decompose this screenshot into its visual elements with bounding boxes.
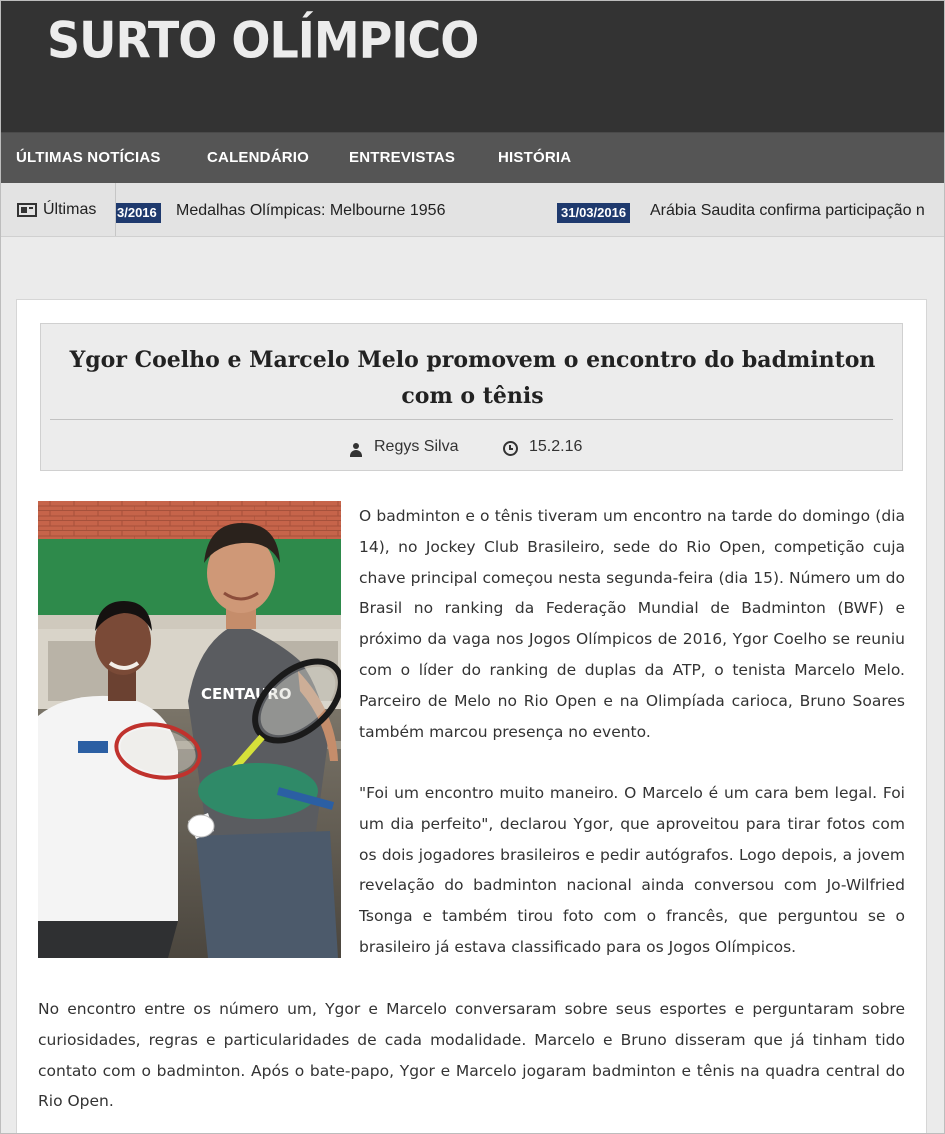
divider bbox=[50, 419, 893, 420]
article-paragraph: O badminton e o tênis tiveram um encontro na tarde do domingo (dia 14), no Jockey Club Brasileiro, sede do Rio Open, competição cuja chave principal começou nesta segunda-feira (dia 15). Número um do Brasil no ranking da Federação Mundial de Badminton (BWF) e próximo da vaga nos Jogos Olímpicos de 2016, Ygor Coelho se reuniu com o líder do ranking de duplas da ATP, o tenista Marcelo Melo. Parceiro de Melo no Rio Open e na Olimpíada carioca, Bruno Soares também marcou presença no evento. bbox=[359, 507, 905, 741]
newspaper-icon bbox=[17, 203, 37, 217]
nav-item-entrevistas[interactable]: ENTREVISTAS bbox=[349, 149, 456, 166]
article-paragraph: "Foi um encontro muito maneiro. O Marcelo é um cara bem legal. Foi um dia perfeito", declarou Ygor, que aproveitou para tirar fotos com os dois jogadores brasileiros e pedir autógrafos. Logo depois, a jovem revelação do badminton nacional ainda conversou com Jo-Wilfried Tsonga e também tirou foto com o francês, que perguntou se o brasileiro já estava classificado para os Jogos Olímpicos. bbox=[359, 784, 905, 956]
article-header bbox=[40, 323, 903, 471]
clock-icon bbox=[503, 441, 518, 456]
nav-item-historia[interactable]: HISTÓRIA bbox=[498, 149, 572, 166]
site-header bbox=[1, 1, 945, 132]
ticker-date: 3/2016 bbox=[113, 203, 161, 223]
ticker-label bbox=[1, 183, 116, 237]
nav-item-calendario[interactable]: CALENDÁRIO bbox=[207, 149, 309, 166]
article-title: Ygor Coelho e Marcelo Melo promovem o encontro do badminton com o tênis bbox=[69, 347, 876, 409]
ticker-headline[interactable]: Medalhas Olímpicas: Melbourne 1956 bbox=[176, 202, 446, 219]
photo-sign: CENTAURO bbox=[201, 685, 292, 703]
article-author[interactable]: Regys Silva bbox=[374, 438, 459, 455]
ticker-date: 31/03/2016 bbox=[557, 203, 630, 223]
article-date: 15.2.16 bbox=[529, 438, 583, 455]
article-photo bbox=[38, 501, 341, 958]
article-paragraph: No encontro entre os número um, Ygor e Marcelo conversaram sobre seus esportes e perguntaram sobre curiosidades, regras e particularidades de cada modalidade. Marcelo e Bruno disseram que já tinham tido contato com o badminton. Após o bate-papo, Ygor e Marcelo jogaram badminton e tênis na quadra central do Rio Open. bbox=[38, 1000, 905, 1111]
article-photo-image bbox=[38, 501, 341, 958]
ticker-label-text: Últimas bbox=[43, 201, 97, 218]
user-icon bbox=[349, 443, 363, 457]
news-ticker bbox=[1, 183, 945, 237]
main-nav bbox=[1, 132, 945, 183]
nav-item-ultimas-noticias[interactable]: ÚLTIMAS NOTÍCIAS bbox=[16, 149, 161, 166]
site-logo[interactable]: SURTO OLÍMPICO bbox=[47, 11, 479, 70]
ticker-headline[interactable]: Arábia Saudita confirma participação n bbox=[650, 202, 925, 219]
